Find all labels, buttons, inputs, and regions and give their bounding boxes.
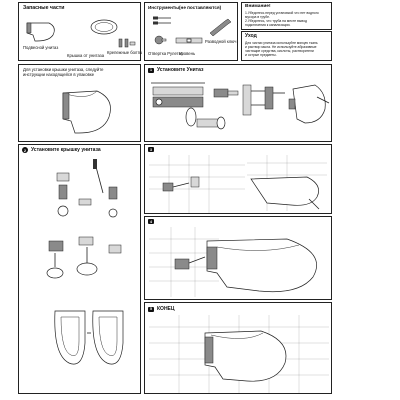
step2-panel [18,144,141,394]
care-line-2: и раствор мыла. Не используйте абразивные [245,45,317,49]
step1-number: 1 [150,68,152,72]
wall-hung-toilet-illustration [57,85,117,137]
level-label: Уровень [179,51,196,56]
step2-title: Установите крышку унитаза [31,147,101,153]
step3-bowl-mount-diagram [247,155,327,211]
attention-line-3: 2.Убедитесь, что труба на месте вывод [245,19,307,23]
care-line-4: и острые предметы. [245,53,277,57]
spare-parts-panel [18,2,141,61]
toilet-bowl-icon [25,19,59,43]
spare-parts-title: Запасные части [23,5,65,11]
step1-title: Установите Унитаз [157,67,204,73]
step3-panel [144,144,332,214]
bolts-icon [117,37,137,49]
wrench-label: Разводной ключ [205,39,237,44]
tools-title: Инструменты(не поставляются) [148,5,222,10]
care-title: Уход [245,33,257,39]
step2-number: 2 [23,147,27,153]
seat-cover-icon [89,17,119,37]
attention-line-2: мусора в трубе. [245,15,270,19]
screwdriver-label: Отвертка Рулетка [148,51,183,56]
fixing-bolts-label: Крепежные болты [107,50,143,55]
step3-number: 3 [150,147,152,152]
tape-measure-icon [153,35,167,45]
step1-connector-diagram [211,81,241,111]
step1-bolt-fixing-diagram [287,79,331,131]
wrench-icon [207,17,233,37]
step4-number: 4 [150,219,152,224]
step2-seat-fitting-diagram [49,303,129,377]
step4-panel [144,216,332,300]
care-line-3: чистящие средства, кислоты, растворители [245,49,314,53]
attention-line-4: подключения к канализации. [245,23,291,27]
step2-hinge-parts-diagram [47,159,127,229]
step5-panel [144,302,332,394]
step3-tile-wall-diagram [149,155,245,213]
step1-bracket-diagram [241,79,287,123]
seat-cover-label: Крышка от унитаза [67,53,105,58]
step2-hinge-assembly-diagram [39,233,129,293]
attention-title: Внимание! [245,4,271,9]
step2-header [22,147,101,153]
attention-line-1: 1.Убедитесь перед установкой что нет водного [245,11,319,15]
attention-panel [241,2,332,30]
install-note-line-1: Для установки крышки унитаза, следуйте [23,67,104,72]
step1-panel [144,64,332,142]
step1-header [148,67,203,73]
install-note-panel [18,64,141,142]
level-icon [175,37,203,45]
step4-header [148,219,154,224]
step5-title: КОНЕЦ [157,306,175,312]
step5-header [148,306,175,312]
screwdriver-icon [151,15,173,35]
step5-number: 5 [150,307,152,311]
step4-bowl-installed-diagram [203,225,331,299]
hanging-bowl-label: Подвесной унитаз [23,45,59,50]
step3-header [148,147,154,152]
step5-finished-toilet-diagram [201,323,293,387]
tools-panel [144,2,238,61]
install-note-line-2: инструкции находящейся в упаковке [23,72,95,77]
care-line-1: Для чистки унитаза используйте мягкую ткань [245,41,318,45]
care-panel [241,31,332,61]
